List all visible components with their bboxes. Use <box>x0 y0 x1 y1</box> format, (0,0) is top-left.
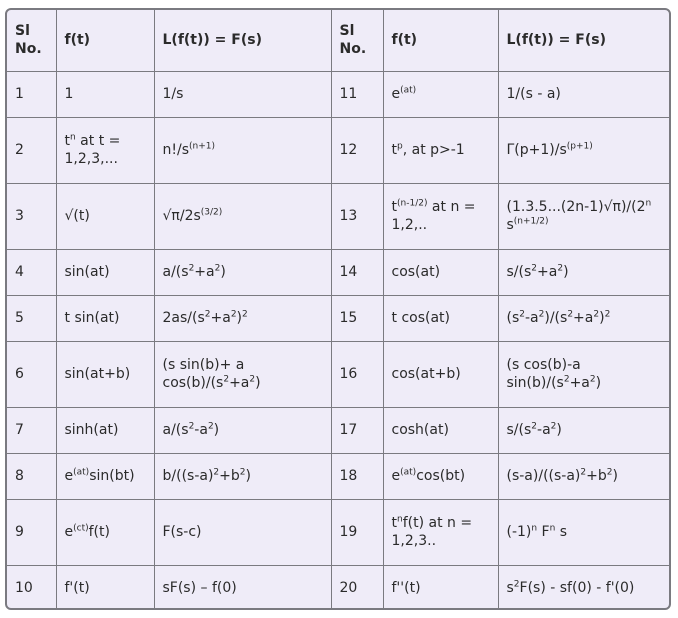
cell-f-t-right: t cos(at) <box>383 295 498 341</box>
table-row <box>7 249 669 295</box>
cell-laplace: 1/s <box>154 71 331 117</box>
header-sl-no-1: Sl No. <box>7 10 56 71</box>
cell-f-t-right: cos(at+b) <box>383 341 498 407</box>
cell-laplace-right: $s^2F(s) - sf(0) - f'(0)$ <box>498 565 669 610</box>
header-laplace-1: L(f(t)) = F(s) <box>154 10 331 71</box>
cell-f-t: sin(at) <box>56 249 154 295</box>
cell-laplace: $2as/(s^2+a^2)^2$ <box>154 295 331 341</box>
cell-laplace-right: 1/(s - a) <box>498 71 669 117</box>
cell-laplace-right: $(s^2-a^2)/(s^2+a^2)^2$ <box>498 295 669 341</box>
cell-sl-no-right: 19 <box>331 499 383 565</box>
laplace-table-frame <box>5 8 671 610</box>
cell-sl-no: 10 <box>7 565 56 610</box>
cell-sl-no-right: 13 <box>331 183 383 249</box>
cell-laplace: (s sin(b)+ a $\cos(b)/(s^2+a^2)$ <box>154 341 331 407</box>
table-row <box>7 117 669 183</box>
table-row <box>7 341 669 407</box>
table-row <box>7 453 669 499</box>
cell-f-t: f'(t) <box>56 565 154 610</box>
cell-sl-no: 4 <box>7 249 56 295</box>
header-laplace-2: L(f(t)) = F(s) <box>498 10 669 71</box>
cell-sl-no-right: 16 <box>331 341 383 407</box>
cell-laplace-right: (1.3.5...(2n-1)√π)/(2$^n$ $s^{(n+1/2)}$ <box>498 183 669 249</box>
cell-sl-no: 3 <box>7 183 56 249</box>
cell-sl-no-right: 14 <box>331 249 383 295</box>
table-row <box>7 499 669 565</box>
cell-sl-no: 6 <box>7 341 56 407</box>
cell-laplace: $n!/s^{(n+1)}$ <box>154 117 331 183</box>
cell-laplace-right: $s/(s^2+a^2)$ <box>498 249 669 295</box>
header-sl-no-2: Sl No. <box>331 10 383 71</box>
cell-sl-no-right: 15 <box>331 295 383 341</box>
cell-sl-no: 1 <box>7 71 56 117</box>
cell-sl-no-right: 18 <box>331 453 383 499</box>
header-f-t-2: f(t) <box>383 10 498 71</box>
table-row <box>7 183 669 249</box>
cell-f-t: t sin(at) <box>56 295 154 341</box>
cell-laplace: $b/((s-a)^2+b^2)$ <box>154 453 331 499</box>
cell-sl-no: 5 <box>7 295 56 341</box>
laplace-transform-table <box>7 10 669 610</box>
cell-sl-no: 7 <box>7 407 56 453</box>
header-f-t-1: f(t) <box>56 10 154 71</box>
cell-f-t-right: cos(at) <box>383 249 498 295</box>
table-row <box>7 71 669 117</box>
cell-f-t-right: $t^nf(t)$ at n = 1,2,3.. <box>383 499 498 565</box>
cell-sl-no: 8 <box>7 453 56 499</box>
cell-f-t: $e^{(at)}\sin(bt)$ <box>56 453 154 499</box>
cell-laplace: $a/(s^2+a^2)$ <box>154 249 331 295</box>
cell-laplace-right: $(s-a)/((s-a)^2+b^2)$ <box>498 453 669 499</box>
table-row <box>7 407 669 453</box>
cell-f-t: $t^n$ at t = 1,2,3,... <box>56 117 154 183</box>
cell-sl-no: 9 <box>7 499 56 565</box>
cell-f-t-right: $t^{(n-1/2)}$ at n = 1,2,.. <box>383 183 498 249</box>
cell-f-t-right: cosh(at) <box>383 407 498 453</box>
cell-sl-no-right: 17 <box>331 407 383 453</box>
cell-laplace-right: $\Gamma(p+1)/s^{(p+1)}$ <box>498 117 669 183</box>
cell-f-t: sin(at+b) <box>56 341 154 407</box>
cell-laplace-right: $s/(s^2-a^2)$ <box>498 407 669 453</box>
cell-f-t-right: $t^p$, at p>-1 <box>383 117 498 183</box>
cell-f-t-right: $e^{(at)}$ <box>383 71 498 117</box>
header-row <box>7 10 669 71</box>
cell-f-t: sinh(at) <box>56 407 154 453</box>
cell-laplace: sF(s) – f(0) <box>154 565 331 610</box>
cell-sl-no: 2 <box>7 117 56 183</box>
cell-sl-no-right: 12 <box>331 117 383 183</box>
cell-f-t-right: f''(t) <box>383 565 498 610</box>
table-row <box>7 565 669 610</box>
cell-laplace: F(s-c) <box>154 499 331 565</box>
cell-sl-no-right: 20 <box>331 565 383 610</box>
cell-f-t: $e^{(ct)}f(t)$ <box>56 499 154 565</box>
cell-f-t: √(t) <box>56 183 154 249</box>
cell-f-t: 1 <box>56 71 154 117</box>
table-row <box>7 295 669 341</box>
cell-laplace-right: (s cos(b)-a $\sin(b)/(s^2+a^2)$ <box>498 341 669 407</box>
cell-sl-no-right: 11 <box>331 71 383 117</box>
cell-f-t-right: $e^{(at)}\cos(bt)$ <box>383 453 498 499</box>
cell-laplace-right: $(-1)^n$ $F^n$ s <box>498 499 669 565</box>
cell-laplace: $√\pi/2s^{(3/2)}$ <box>154 183 331 249</box>
cell-laplace: $a/(s^2-a^2)$ <box>154 407 331 453</box>
